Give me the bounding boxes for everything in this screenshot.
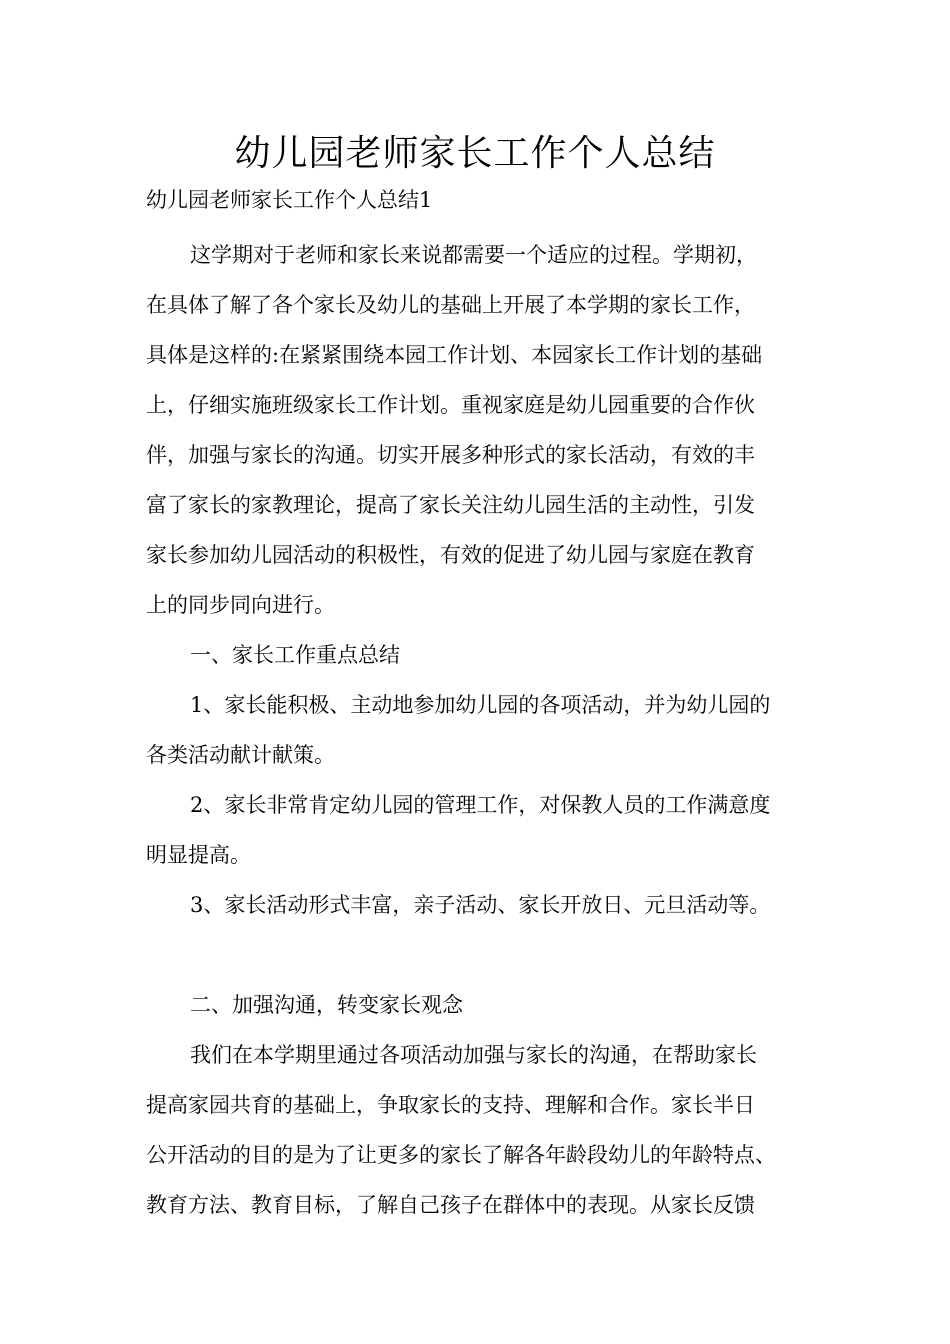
text-line: 3、家长活动形式丰富，亲子活动、家长开放日、元旦活动等。 [190, 893, 771, 917]
text-line: 二、加强沟通，转变家长观念 [190, 993, 463, 1017]
document-subtitle: 幼儿园老师家长工作个人总结1 [146, 188, 433, 212]
text-line: 公开活动的目的是为了让更多的家长了解各年龄段幼儿的年龄特点、 [146, 1143, 776, 1167]
text-line: 2、家长非常肯定幼儿园的管理工作，对保教人员的工作满意度 [190, 793, 771, 817]
blank-line [146, 930, 810, 980]
document-body [146, 230, 810, 1230]
text-line: 教育方法、教育目标，了解自己孩子在群体中的表现。从家长反馈 [146, 1193, 755, 1217]
text-line: 在具体了解了各个家长及幼儿的基础上开展了本学期的家长工作， [146, 293, 755, 317]
text-line: 家长参加幼儿园活动的积极性，有效的促进了幼儿园与家庭在教育 [146, 543, 755, 567]
text-line: 明显提高。 [146, 843, 251, 867]
text-line: 上的同步同向进行。 [146, 593, 335, 617]
text-line: 伴，加强与家长的沟通。切实开展多种形式的家长活动，有效的丰 [146, 443, 755, 467]
text-line: 具体是这样的:在紧紧围绕本园工作计划、本园家长工作计划的基础 [146, 343, 763, 367]
text-line: 提高家园共育的基础上，争取家长的支持、理解和合作。家长半日 [146, 1093, 755, 1117]
document-title: 幼儿园老师家长工作个人总结 [234, 133, 716, 174]
text-line: 上，仔细实施班级家长工作计划。重视家庭是幼儿园重要的合作伙 [146, 393, 755, 417]
text-line: 1、家长能积极、主动地参加幼儿园的各项活动，并为幼儿园的 [190, 693, 771, 717]
text-line: 一、家长工作重点总结 [190, 643, 400, 667]
text-line: 各类活动献计献策。 [146, 743, 335, 767]
text-line: 这学期对于老师和家长来说都需要一个适应的过程。学期初， [190, 243, 757, 267]
text-line: 富了家长的家教理论，提高了家长关注幼儿园生活的主动性，引发 [146, 493, 755, 517]
text-line: 我们在本学期里通过各项活动加强与家长的沟通，在帮助家长 [190, 1043, 757, 1067]
